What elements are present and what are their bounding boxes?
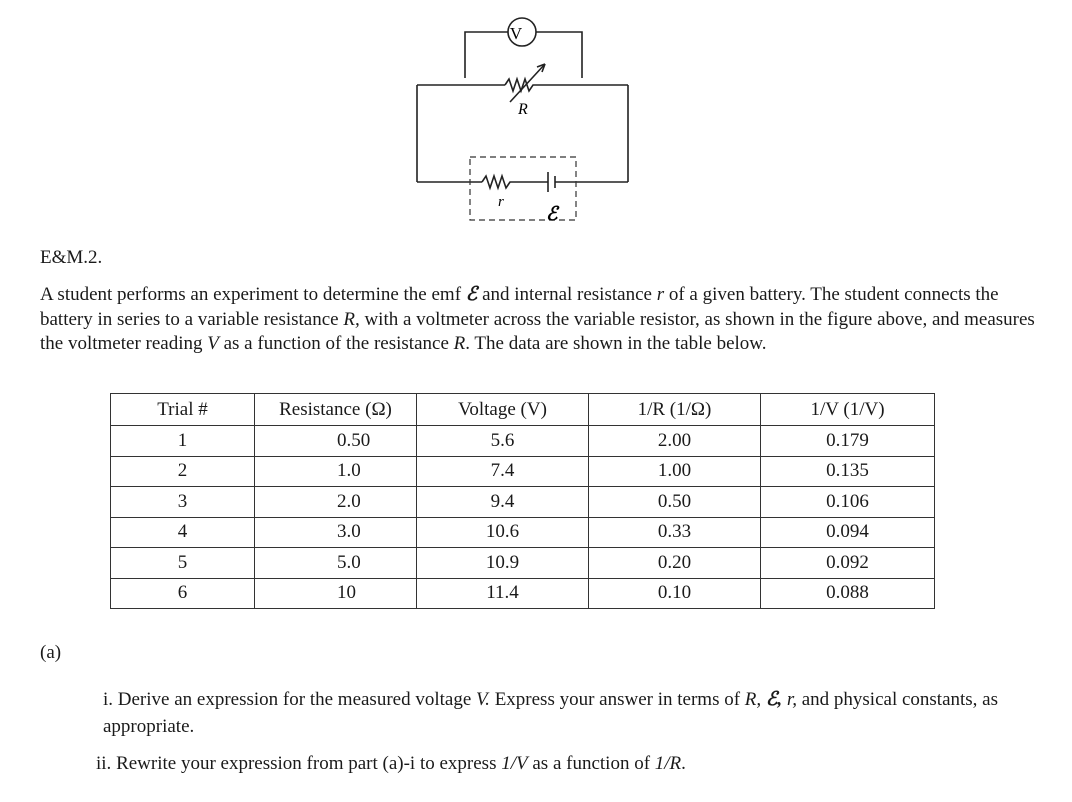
table-cell: 0.092 — [761, 548, 935, 579]
table-cell: 0.50 — [589, 487, 761, 518]
table-cell: 1.0 — [255, 456, 417, 487]
V-symbol: V — [207, 333, 219, 354]
table-cell: 11.4 — [417, 578, 589, 609]
table-cell: 9.4 — [417, 487, 589, 518]
intro-text: with a voltmeter across the variable resistor, as shown in the figure above, and measures the voltmeter reading — [40, 308, 1035, 354]
column-header: Voltage (V) — [417, 394, 589, 426]
table-row — [111, 487, 935, 518]
variable-resistor-icon — [505, 79, 628, 91]
column-header: Trial # — [111, 394, 255, 426]
r-symbol: r, — [786, 689, 797, 710]
emf-symbol: ℰ — [465, 284, 478, 305]
part-a-label: (a) — [40, 642, 62, 663]
table-cell: 2.0 — [255, 487, 417, 518]
table-cell: 7.4 — [417, 456, 589, 487]
question-number: ii. — [96, 753, 112, 774]
table-cell: 1.00 — [589, 456, 761, 487]
table-cell: 6 — [111, 578, 255, 609]
emf-label: ℰ — [546, 204, 558, 225]
R-symbol: R, — [744, 689, 762, 710]
table-cell: 5.0 — [255, 548, 417, 579]
table-cell: 0.20 — [589, 548, 761, 579]
table-row — [111, 578, 935, 609]
circuit-diagram — [400, 10, 640, 228]
question-number: i. — [103, 689, 114, 710]
table-cell: 4 — [111, 517, 255, 548]
table-cell: 5.6 — [417, 426, 589, 457]
data-table — [110, 393, 935, 609]
table-cell: 5 — [111, 548, 255, 579]
inverse-V-symbol: 1/V — [501, 753, 528, 774]
table-cell: 0.135 — [761, 456, 935, 487]
intro-text: and internal resistance — [477, 284, 657, 305]
emf-symbol: ℰ, — [765, 689, 783, 710]
internal-resistor-icon — [482, 176, 548, 188]
intro-text: . The data are shown in the table below. — [465, 333, 767, 354]
r-symbol: r — [656, 284, 665, 305]
question-text: . — [681, 753, 686, 774]
table-cell: 10.6 — [417, 517, 589, 548]
R-symbol: R — [453, 333, 466, 354]
table-cell: 0.094 — [761, 517, 935, 548]
question-text: as a function of — [527, 753, 655, 774]
table-cell: 1 — [111, 426, 255, 457]
column-header: 1/R (1/Ω) — [589, 394, 761, 426]
question-text: Derive an expression for the measured voltage — [117, 689, 477, 710]
table-cell: 0.10 — [589, 578, 761, 609]
intro-text: A student performs an experiment to determine the emf — [40, 284, 466, 305]
column-header: 1/V (1/V) — [761, 394, 935, 426]
intro-text: as a function of the resistance — [218, 333, 454, 354]
table-cell: 0.50 — [255, 426, 417, 457]
inverse-R-symbol: 1/R — [654, 753, 682, 774]
table-row — [111, 517, 935, 548]
table-header-row — [111, 394, 935, 426]
intro-text: of a given battery. The student connects the battery in series to a variable resistance — [40, 284, 999, 330]
table-cell: 2.00 — [589, 426, 761, 457]
table-cell: 0.33 — [589, 517, 761, 548]
table-cell: 10.9 — [417, 548, 589, 579]
question-i — [103, 686, 1003, 740]
resistor-label: R — [518, 101, 528, 118]
table-row — [111, 426, 935, 457]
problem-id: E&M.2. — [40, 247, 103, 268]
table-cell: 2 — [111, 456, 255, 487]
voltmeter-label: V — [509, 24, 523, 43]
R-symbol: R, — [343, 308, 360, 330]
internal-resistance-label: r — [498, 194, 504, 210]
question-text: Rewrite your expression from part (a)-i to express — [116, 753, 502, 774]
question-text: and physical constants, as appropriate. — [103, 689, 999, 737]
table-cell: 0.106 — [761, 487, 935, 518]
problem-intro — [40, 283, 1040, 357]
question-text: Express your answer in terms of — [489, 689, 745, 710]
V-symbol: V. — [476, 689, 490, 710]
question-ii — [96, 753, 1016, 775]
table-cell: 3 — [111, 487, 255, 518]
table-cell: 0.088 — [761, 578, 935, 609]
column-header: Resistance (Ω) — [255, 394, 417, 426]
table-row — [111, 456, 935, 487]
table-row — [111, 548, 935, 579]
table-cell: 0.179 — [761, 426, 935, 457]
table-cell: 3.0 — [255, 517, 417, 548]
table-cell: 10 — [255, 578, 417, 609]
